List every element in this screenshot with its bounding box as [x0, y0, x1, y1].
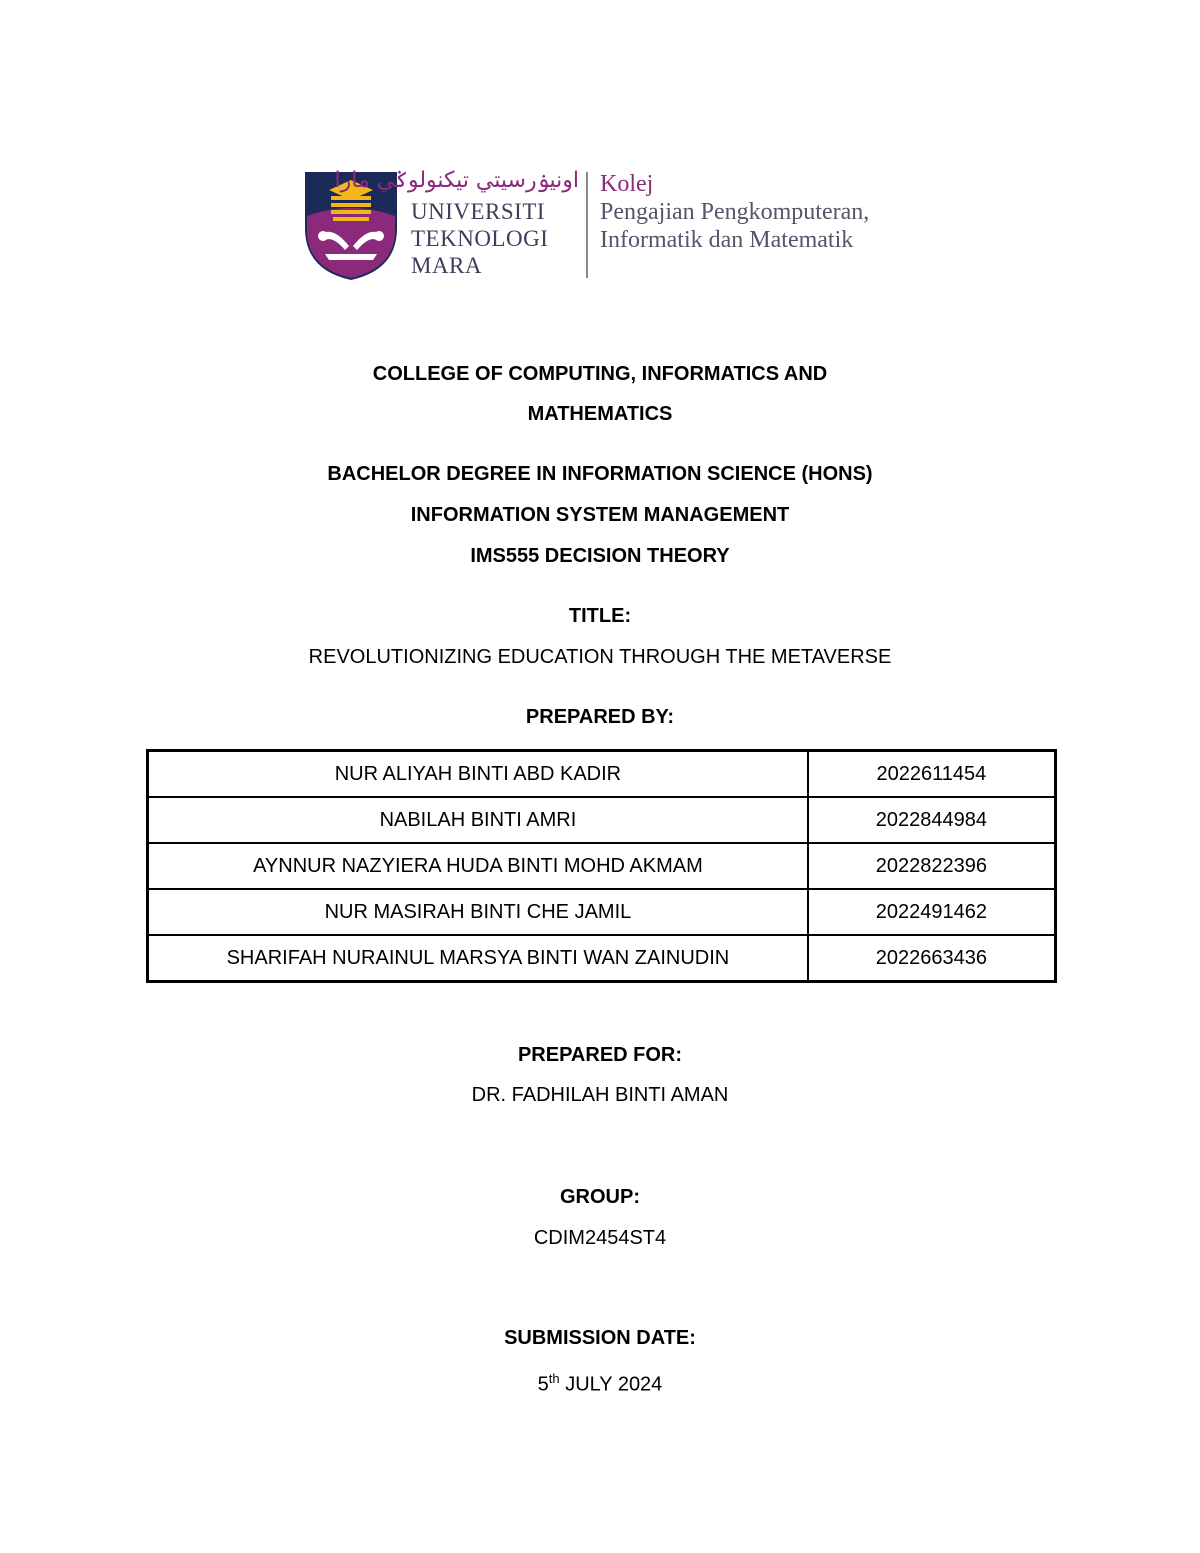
prepared-by-label: PREPARED BY: [525, 706, 675, 728]
member-name: AYNNUR NAZYIERA HUDA BINTI MOHD AKMAM [148, 843, 808, 889]
course-heading: IMS555 DECISION THEORY [470, 545, 730, 567]
table-row [148, 843, 1056, 889]
member-name: SHARIFAH NURAINUL MARSYA BINTI WAN ZAINUDIN [148, 935, 808, 982]
member-name: NABILAH BINTI AMRI [148, 797, 808, 843]
college-logo-name [600, 170, 940, 254]
college-logo-line-1: Pengajian Pengkomputeran, [600, 199, 870, 225]
members-table [146, 749, 1057, 983]
prepared-for-label: PREPARED FOR: [517, 1044, 683, 1066]
member-id: 2022611454 [808, 751, 1056, 798]
table-row [148, 889, 1056, 935]
member-id: 2022844984 [808, 797, 1056, 843]
submission-day-suffix: th [548, 1371, 560, 1386]
program-heading: INFORMATION SYSTEM MANAGEMENT [410, 504, 790, 526]
group-label: GROUP: [560, 1186, 640, 1208]
uitm-college-logo [303, 168, 933, 283]
submission-day: 5 [537, 1373, 549, 1396]
jawi-university-name: اونيۏرسيتي تيکنولوݢي مارا [334, 168, 579, 193]
university-line-1: UNIVERSITI [411, 199, 546, 224]
table-row [148, 751, 1056, 798]
title-label: TITLE: [568, 605, 632, 627]
member-id: 2022663436 [808, 935, 1056, 982]
member-id: 2022822396 [808, 843, 1056, 889]
group-code: CDIM2454ST4 [533, 1227, 667, 1249]
college-logo-line-2: Informatik dan Matematik [600, 227, 854, 253]
university-line-3: MARA [411, 253, 483, 278]
member-id: 2022491462 [808, 889, 1056, 935]
table-row [148, 935, 1056, 982]
lecturer-name: DR. FADHILAH BINTI AMAN [471, 1084, 729, 1106]
university-name [334, 168, 579, 280]
member-name: NUR ALIYAH BINTI ABD KADIR [148, 751, 808, 798]
college-heading-line-2: MATHEMATICS [527, 403, 673, 425]
report-title: REVOLUTIONIZING EDUCATION THROUGH THE METAVERSE [308, 646, 892, 668]
member-name: NUR MASIRAH BINTI CHE JAMIL [148, 889, 808, 935]
kolej-label: Kolej [600, 171, 654, 197]
submission-date [0, 1367, 1200, 1397]
college-heading-line-1: COLLEGE OF COMPUTING, INFORMATICS AND [372, 363, 828, 385]
submission-date-label: SUBMISSION DATE: [504, 1327, 696, 1349]
university-line-2: TEKNOLOGI [411, 226, 549, 251]
submission-month-year: JULY 2024 [559, 1373, 663, 1396]
degree-heading: BACHELOR DEGREE IN INFORMATION SCIENCE (HONS) [327, 463, 873, 485]
table-row [148, 797, 1056, 843]
logo-divider [586, 172, 588, 278]
